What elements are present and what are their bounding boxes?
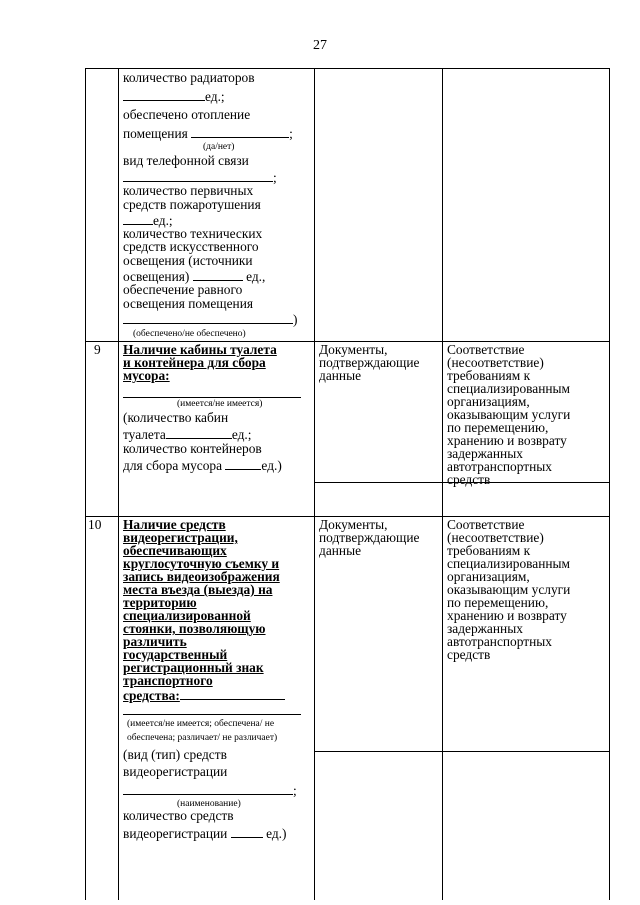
row-10-name-field — [123, 783, 297, 799]
row-10-title-line: запись видеоизображения — [123, 569, 280, 584]
row-10-compliance-line: хранению и возврату — [447, 608, 567, 623]
row-10-title-line: круглосуточную съемку и — [123, 556, 280, 571]
row-10-title-line: транспортного — [123, 673, 213, 688]
column-divider-1 — [118, 68, 119, 900]
row-9-title — [123, 343, 277, 382]
row-10-title-line: видеорегистрации, — [123, 530, 238, 545]
row-10-count-blank — [231, 826, 263, 838]
phone-blank — [123, 170, 273, 182]
radiators-blank — [123, 89, 205, 101]
lighting-label-4: освещения) — [123, 269, 190, 284]
row-10-type-label-2: видеорегистрации — [123, 764, 228, 779]
row-10-title-line: территорию — [123, 595, 197, 610]
radiators-field — [123, 89, 225, 105]
row-9-compliance-line: требованиям к — [447, 368, 531, 383]
row-9-containers-label-2: для сбора мусора — [123, 458, 223, 473]
fire-unit: ед.; — [153, 213, 173, 228]
row-9-compliance-line: специализированным — [447, 381, 571, 396]
row-10-title-line: Наличие средств — [123, 517, 226, 532]
row-9-cabins-blank — [166, 427, 232, 439]
row-9-docs-line: подтверждающие — [319, 355, 420, 370]
row-9-compliance-line: по перемещению, — [447, 420, 549, 435]
row-9-title-line: и контейнера для сбора — [123, 355, 266, 370]
row-10-title-line: регистрационный знак — [123, 660, 264, 675]
lighting-label-1: количество технических — [123, 226, 263, 241]
row-10-compliance-line: организациям, — [447, 569, 530, 584]
row-10-compliance-line: специализированным — [447, 556, 571, 571]
row-10-answer-blank — [123, 714, 301, 715]
row-9-cabins-label-1: (количество кабин — [123, 410, 229, 425]
uniform-close-paren: ) — [293, 312, 298, 327]
uniform-blank — [123, 312, 293, 324]
row-10-compliance-line: задержанных — [447, 621, 523, 636]
row-9-containers-blank — [225, 458, 261, 470]
fire-blank — [123, 213, 153, 225]
row-10-count-label-1: количество средств — [123, 808, 234, 823]
row-9-docs-line: данные — [319, 368, 362, 383]
uniform-label-1: обеспечение равного — [123, 282, 243, 297]
uniform-field — [123, 312, 297, 328]
row-10-docs-line: данные — [319, 543, 362, 558]
row-10-count-label-2: видеорегистрации — [123, 826, 228, 841]
row-10-compliance — [447, 518, 570, 661]
row-9-has-caption: (имеется/не имеется) — [177, 399, 263, 409]
column-divider-2 — [314, 68, 315, 900]
row-10-title-line: обеспечивающих — [123, 543, 227, 558]
phone-label: вид телефонной связи — [123, 153, 249, 168]
row-10-compliance-line: по перемещению, — [447, 595, 549, 610]
page-number: 27 — [313, 38, 327, 53]
provided-caption: (обеспечено/не обеспечено) — [133, 329, 246, 339]
row-9-compliance-line: оказывающим услуги — [447, 407, 571, 422]
lighting-label-2: средств искусственного — [123, 239, 259, 254]
heating-label-1: обеспечено отопление — [123, 107, 251, 122]
heating-label-2: помещения — [123, 126, 188, 141]
row-9-containers-unit: ед.) — [261, 458, 282, 473]
table-border-left — [85, 68, 86, 900]
row-9-containers-field — [123, 458, 282, 474]
row-10-compliance-line: средств — [447, 647, 491, 662]
row-10-count-unit: ед.) — [266, 826, 287, 841]
heating-semicolon: ; — [289, 126, 293, 141]
radiators-unit: ед.; — [205, 89, 225, 104]
row-9-compliance-line: Соответствие — [447, 342, 525, 357]
fire-label-1: количество первичных — [123, 183, 254, 198]
document-table — [85, 68, 610, 900]
row-10-number: 10 — [88, 517, 102, 532]
row-10-compliance-line: требованиям к — [447, 543, 531, 558]
row-10-name-caption: (наименование) — [177, 799, 241, 809]
row-10-compliance-line: Соответствие — [447, 517, 525, 532]
subrow-divider-10 — [314, 751, 609, 752]
row-10-title-last: средства: — [123, 688, 180, 703]
row-10-compliance-line: автотранспортных — [447, 634, 552, 649]
row-10-semicolon: ; — [293, 783, 297, 798]
table-border-right — [609, 68, 610, 900]
row-10-title-line: стоянки, позволяющую — [123, 621, 266, 636]
row-9-title-line: Наличие кабины туалета — [123, 342, 277, 357]
row-9-containers-label-1: количество контейнеров — [123, 441, 262, 456]
row-9-compliance-line: задержанных — [447, 446, 523, 461]
row-10-title — [123, 518, 280, 687]
row-10-title-line: государственный — [123, 647, 228, 662]
row-10-title-line: специализированной — [123, 608, 251, 623]
table-top-border — [85, 68, 610, 69]
row-10-title-blank — [180, 688, 285, 700]
row-9-compliance-line: средств — [447, 472, 491, 487]
row-10-compliance-line: оказывающим услуги — [447, 582, 571, 597]
row-10-type-label-1: (вид (тип) средств — [123, 747, 227, 762]
row-10-caption-2: обеспечена; различает/ не различает) — [127, 733, 278, 743]
uniform-label-2: освещения помещения — [123, 296, 254, 311]
row-10-docs-line: Документы, — [319, 517, 388, 532]
row-9-compliance-line: автотранспортных — [447, 459, 552, 474]
fire-label-2: средств пожаротушения — [123, 197, 261, 212]
row-10-compliance-line: (несоответствие) — [447, 530, 544, 545]
row-10-docs — [319, 518, 419, 557]
row-9-cabins-label-2: туалета — [123, 427, 166, 442]
row-9-answer-blank — [123, 397, 301, 398]
heating-field — [123, 126, 293, 142]
column-divider-3 — [442, 68, 443, 900]
row-9-title-line: мусора: — [123, 368, 170, 383]
row-9-docs-line: Документы, — [319, 342, 388, 357]
lighting-blank — [193, 269, 243, 281]
row-10-title-last-field — [123, 688, 285, 704]
row-9-number: 9 — [94, 342, 101, 357]
row-9-compliance-line: (несоответствие) — [447, 355, 544, 370]
row-9-compliance-line: хранению и возврату — [447, 433, 567, 448]
row-10-name-blank — [123, 783, 293, 795]
row-9-cabins-unit: ед.; — [231, 427, 252, 442]
phone-semicolon: ; — [273, 170, 277, 185]
yes-no-caption: (да/нет) — [203, 142, 235, 152]
row-10-caption-1: (имеется/не имеется; обеспечена/ не — [127, 719, 275, 729]
row-9-docs — [319, 343, 419, 382]
row-9-compliance-line: организациям, — [447, 394, 530, 409]
row-10-docs-line: подтверждающие — [319, 530, 420, 545]
heating-blank — [191, 126, 289, 138]
row-9-compliance — [447, 343, 570, 486]
row-10-title-line: различить — [123, 634, 187, 649]
lighting-label-3: освещения (источники — [123, 253, 253, 268]
lighting-unit: ед., — [246, 269, 266, 284]
radiators-label: количество радиаторов — [123, 70, 255, 85]
row-10-count-field — [123, 826, 286, 842]
row-10-title-line: места въезда (выезда) на — [123, 582, 273, 597]
